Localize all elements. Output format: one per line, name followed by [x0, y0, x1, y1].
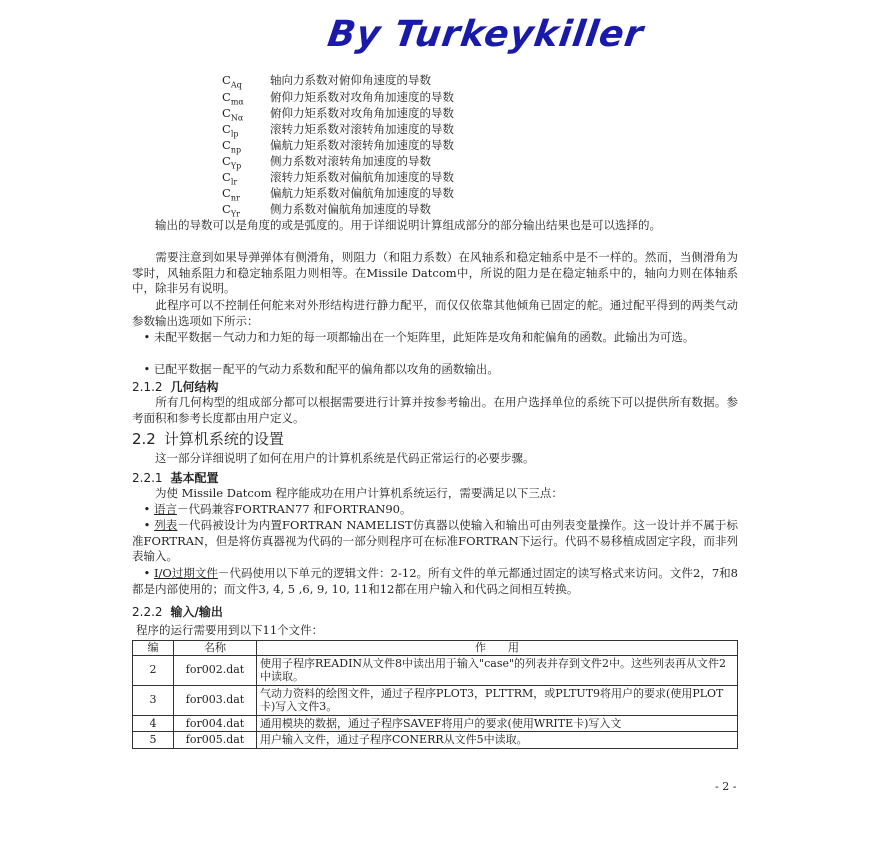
file-use: 用户输入文件，通过子程序CONERR从文件5中读取。 [257, 732, 738, 749]
table-row [133, 685, 738, 715]
section-heading-2-2-2: 2.2.2 输入/输出 [132, 605, 223, 619]
requirement-list: • 列表－代码被设计为内置FORTRAN NAMELIST仿真器以使输入和输出可由列表变量操作。这一设计并不属于标准FORTRAN，但是将仿真器视为代码的一部分则程序可在标准FORTRAN下运行。代码不易移植成固定字段，而非列表输入。 [132, 518, 738, 564]
section-heading-2-2-1: 2.2.1 基本配置 [132, 471, 219, 485]
file-use: 通用模块的数据，通过子程序SAVEF将用户的要求(使用WRITE卡)写入文 [257, 715, 738, 732]
requirement-term: 语言 [153, 502, 177, 516]
paragraph-output: 输出的导数可以是角度的或是弧度的。用于详细说明计算组成部分的部分输出结果也是可以选择的。 [132, 218, 661, 232]
derivative-desc: 偏航力矩系数对滚转角加速度的导数 [270, 138, 454, 152]
derivative-desc: 俯仰力矩系数对攻角角加速度的导数 [270, 106, 454, 120]
paragraph-geometry: 所有几何构型的组成部分都可以根据需要进行计算并按参考输出。在用户选择单位的系统下可以提供所有数据。参考面积和参考长度都由用户定义。 [132, 395, 738, 425]
watermark-text: By Turkeykiller [325, 14, 647, 55]
table-row [133, 655, 738, 685]
paragraph-files: 程序的运行需要用到以下11个文件： [136, 623, 324, 637]
file-use: 使用子程序READIN从文件8中读出用于输入"case"的列表并存到文件2中。这些列表再从文件2中读取。 [257, 655, 738, 685]
table-header: 编 [133, 641, 174, 656]
file-use: 气动力资料的绘图文件，通过子程序PLOT3，PLTTRM，或PLTUT9将用户的要求(使用PLOT卡)写入文件3。 [257, 685, 738, 715]
file-name: for005.dat [174, 732, 257, 749]
derivative-symbol: $C_{lp}$ [222, 122, 239, 139]
derivative-symbol: $C_{np}$ [222, 138, 242, 155]
requirement-term: 列表 [154, 518, 178, 532]
derivative-symbol: $C_{N\alpha}$ [222, 106, 244, 123]
section-heading-2-2: 2.2 计算机系统的设置 [132, 430, 284, 448]
page-number: - 2 - [715, 780, 737, 793]
file-number: 4 [133, 715, 174, 732]
file-table [132, 640, 738, 749]
derivative-desc: 轴向力系数对俯仰角速度的导数 [270, 73, 431, 87]
derivative-symbol: $C_{lr}$ [222, 170, 238, 187]
paragraph-2-2: 这一部分详细说明了如何在用户的计算机系统是代码正常运行的必要步骤。 [132, 451, 535, 465]
bullet-trimmed: • 已配平数据－配平的气动力系数和配平的偏角都以攻角的函数输出。 [132, 362, 499, 376]
file-name: for004.dat [174, 715, 257, 732]
derivative-symbol: $C_{Yp}$ [222, 154, 242, 171]
file-number: 3 [133, 685, 174, 715]
derivative-symbol: $C_{Yr}$ [222, 202, 240, 219]
derivative-symbol: $C_{nr}$ [222, 186, 240, 203]
derivative-desc: 侧力系数对滚转角加速度的导数 [270, 154, 431, 168]
file-name: for002.dat [174, 655, 257, 685]
file-number: 5 [133, 732, 174, 749]
table-header: 作 用 [257, 641, 738, 656]
section-heading-2-1-2: 2.1.2 几何结构 [132, 380, 219, 394]
table-row [133, 715, 738, 732]
derivative-desc: 俯仰力矩系数对攻角角加速度的导数 [270, 90, 454, 104]
table-header: 名称 [174, 641, 257, 656]
derivative-symbol: $C_{Aq}$ [222, 73, 242, 90]
table-header-row [133, 641, 738, 656]
paragraph-trim: 此程序可以不控制任何舵来对外形结构进行静力配平，而仅仅依靠其他倾角已固定的舵。通过配平得到的两类气动参数输出选项如下所示： [132, 298, 738, 328]
paragraph-sideslip: 需要注意到如果导弹弹体有侧滑角，则阻力（和阻力系数）在风轴系和稳定轴系中是不一样的。然而，当侧滑角为零时，风轴系阻力和稳定轴系阻力则相等。在Missile Datcom中，所说的阻力是在稳定轴系中的，轴向力则在体轴系中，除非另有说明。 [132, 250, 738, 296]
file-number: 2 [133, 655, 174, 685]
derivative-symbol: $C_{m\alpha}$ [222, 90, 244, 107]
derivative-desc: 侧力系数对偏航角加速度的导数 [270, 202, 431, 216]
bullet-untrimmed: • 未配平数据－气动力和力矩的每一项都输出在一个矩阵里，此矩阵是攻角和舵偏角的函数。此输出为可选。 [132, 330, 695, 344]
derivative-desc: 偏航力矩系数对偏航角加速度的导数 [270, 186, 454, 200]
file-name: for003.dat [174, 685, 257, 715]
requirement-term: I/O过期文件 [153, 566, 218, 580]
table-row [133, 732, 738, 749]
paragraph-2-2-1: 为使 Missile Datcom 程序能成功在用户计算机系统运行，需要满足以下三点： [132, 486, 563, 500]
requirement-language: • 语言－代码兼容FORTRAN77 和FORTRAN90。 [132, 502, 412, 516]
derivative-desc: 滚转力矩系数对偏航角加速度的导数 [270, 170, 454, 184]
derivative-desc: 滚转力矩系数对滚转角加速度的导数 [270, 122, 454, 136]
requirement-io: • I/O过期文件－代码使用以下单元的逻辑文件：2-12。所有文件的单元都通过固定的读写格式来访问。文件2，7和8都是内部使用的；而文件3, 4, 5 ,6, 9, 10, 11和12都在用户输入和代码之间相互转换。 [132, 566, 738, 596]
